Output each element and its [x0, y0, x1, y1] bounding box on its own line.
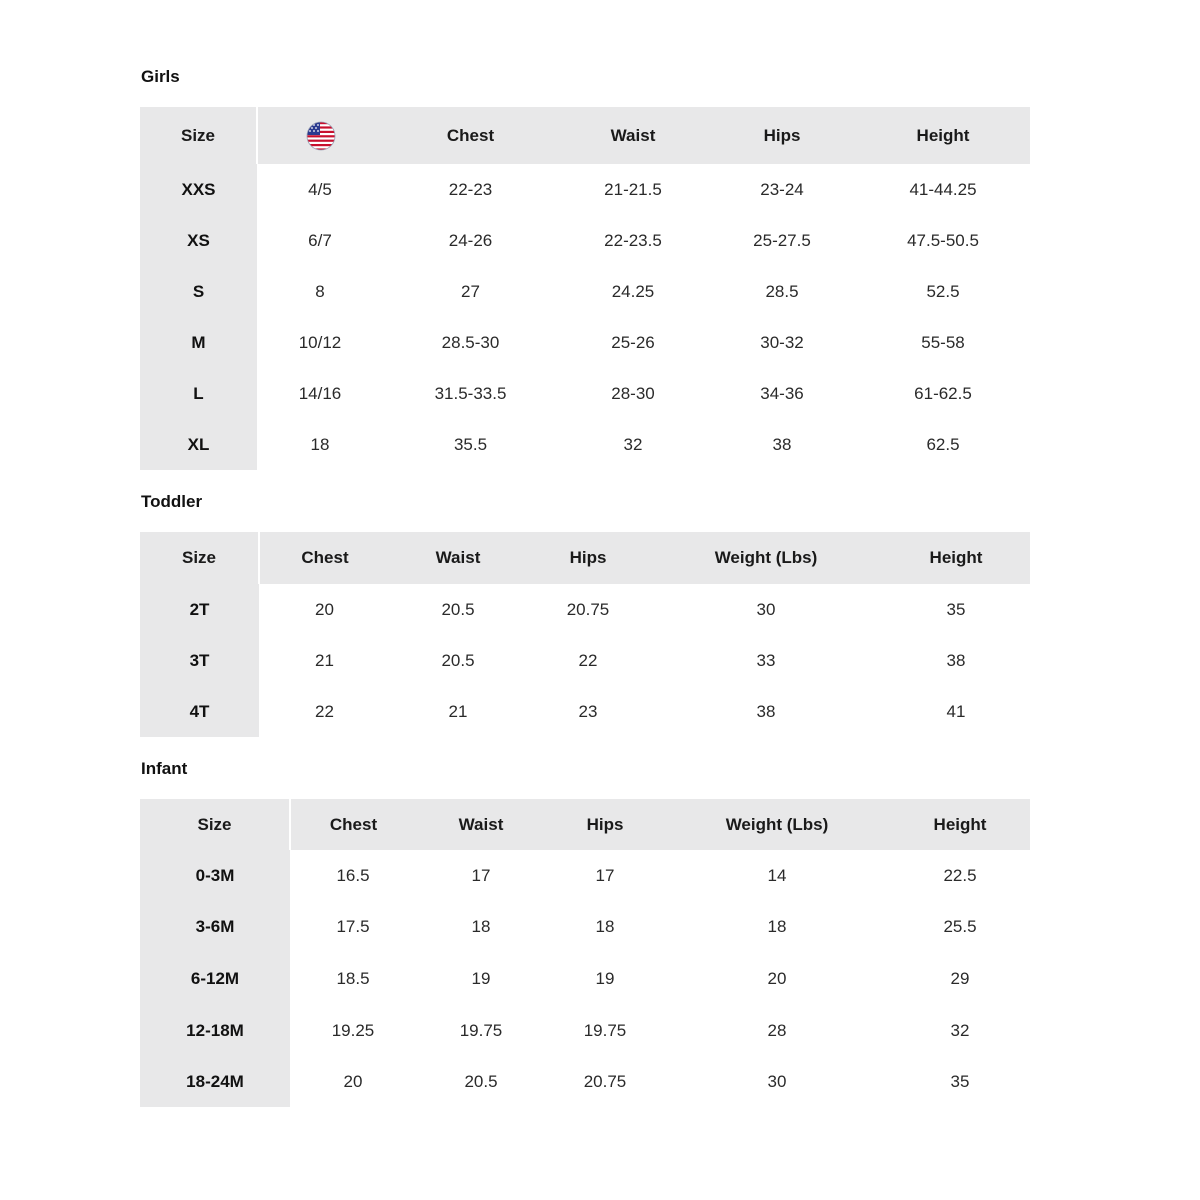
table-row [140, 953, 1030, 1005]
column-header-waist: Waist [416, 799, 546, 850]
column-header-size: Size [140, 107, 257, 164]
weight-cell: 38 [756, 701, 776, 721]
column-header-chest: Chest [259, 532, 390, 584]
chest-cell: 16.5 [336, 865, 370, 885]
waist-cell: 20.5 [441, 599, 475, 619]
size-label: 12-18M [140, 1005, 290, 1056]
us-size-cell: 6/7 [308, 230, 332, 250]
size-label: S [140, 266, 257, 317]
table-row [140, 1005, 1030, 1056]
us-flag-icon [306, 121, 336, 151]
chest-cell: 20 [315, 599, 334, 619]
column-header-waist: Waist [558, 107, 708, 164]
us-size-cell: 14/16 [298, 383, 342, 403]
waist-cell: 25-26 [611, 332, 655, 352]
height-cell: 22.5 [943, 865, 977, 885]
waist-cell: 20.5 [464, 1071, 498, 1091]
height-cell: 62.5 [926, 434, 960, 454]
waist-cell: 28-30 [611, 383, 655, 403]
height-cell: 41-44.25 [909, 179, 977, 199]
chest-cell: 22 [315, 701, 334, 721]
height-cell: 25.5 [943, 917, 977, 936]
hips-cell: 28.5 [765, 281, 799, 301]
section-title-infant: Infant [141, 759, 188, 778]
table-row [140, 215, 1030, 266]
waist-cell: 17 [471, 865, 491, 885]
size-label: 18-24M [140, 1056, 290, 1107]
height-cell: 29 [950, 969, 970, 988]
weight-cell: 33 [756, 650, 776, 670]
weight-cell: 30 [756, 599, 776, 619]
table-header-row [140, 799, 1030, 850]
weight-cell: 30 [767, 1071, 787, 1091]
chest-cell: 21 [315, 650, 334, 670]
hips-cell: 19.75 [583, 1020, 627, 1040]
chest-cell: 18.5 [336, 969, 370, 988]
weight-cell: 20 [767, 969, 787, 988]
weight-cell: 28 [767, 1020, 787, 1040]
table-header-row [140, 532, 1030, 584]
chest-cell: 19.25 [331, 1020, 375, 1040]
waist-cell: 21-21.5 [604, 179, 662, 199]
size-label: 2T [140, 584, 259, 635]
waist-cell: 32 [623, 434, 643, 454]
waist-cell: 22-23.5 [604, 230, 662, 250]
size-label: XXS [140, 164, 257, 215]
height-cell: 32 [950, 1020, 970, 1040]
size-table-toddler [140, 532, 1030, 737]
height-cell: 38 [946, 650, 966, 670]
column-header-size: Size [140, 799, 290, 850]
table-row [140, 164, 1030, 215]
chest-cell: 20 [343, 1071, 363, 1091]
column-header-chest: Chest [383, 107, 558, 164]
table-row [140, 1056, 1030, 1107]
height-cell: 61-62.5 [914, 383, 972, 403]
height-cell: 55-58 [921, 332, 965, 352]
size-label: 4T [140, 686, 259, 737]
waist-cell: 19 [471, 969, 491, 988]
table-row [140, 850, 1030, 901]
table-row [140, 901, 1030, 953]
hips-cell: 23 [578, 701, 598, 721]
table-row [140, 317, 1030, 368]
size-label: 6-12M [140, 953, 290, 1005]
hips-cell: 30-32 [760, 332, 804, 352]
weight-cell: 18 [767, 917, 787, 936]
column-header-weight: Weight (Lbs) [650, 532, 882, 584]
hips-cell: 34-36 [760, 383, 804, 403]
waist-cell: 18 [471, 917, 491, 936]
column-header-height: Height [856, 107, 1030, 164]
height-cell: 35 [950, 1071, 970, 1091]
column-header-height: Height [882, 532, 1030, 584]
hips-cell: 25-27.5 [753, 230, 811, 250]
waist-cell: 19.75 [459, 1020, 503, 1040]
height-cell: 47.5-50.5 [907, 230, 979, 250]
waist-cell: 21 [448, 701, 468, 721]
table-row [140, 686, 1030, 737]
hips-cell: 18 [595, 917, 615, 936]
hips-cell: 19 [595, 969, 615, 988]
hips-cell: 20.75 [566, 599, 610, 619]
us-size-cell: 4/5 [308, 179, 332, 199]
column-header-hips: Hips [546, 799, 664, 850]
chest-cell: 22-23 [448, 179, 493, 199]
section-title-toddler: Toddler [141, 492, 203, 511]
chest-cell: 27 [461, 281, 480, 301]
chest-cell: 28.5-30 [441, 332, 500, 352]
size-label: M [140, 317, 257, 368]
hips-cell: 20.75 [583, 1071, 627, 1091]
size-label: 0-3M [140, 850, 290, 901]
column-header-chest: Chest [290, 799, 416, 850]
section-title-girls: Girls [141, 67, 180, 86]
column-header-hips: Hips [708, 107, 856, 164]
hips-cell: 23-24 [760, 179, 804, 199]
column-header-hips: Hips [526, 532, 650, 584]
chest-cell: 17.5 [336, 917, 370, 936]
size-label: L [140, 368, 257, 419]
size-table-infant [140, 799, 1030, 1107]
hips-cell: 22 [578, 650, 598, 670]
column-header-height: Height [890, 799, 1030, 850]
waist-cell: 20.5 [441, 650, 475, 670]
us-size-cell: 10/12 [298, 332, 342, 352]
table-header-row [140, 107, 1030, 164]
height-cell: 41 [946, 701, 966, 721]
column-header-weight: Weight (Lbs) [664, 799, 890, 850]
table-row [140, 635, 1030, 686]
height-cell: 52.5 [926, 281, 960, 301]
hips-cell: 38 [772, 434, 792, 454]
size-label: 3-6M [140, 901, 290, 953]
size-label: XL [140, 419, 257, 470]
column-header-us-size [257, 107, 383, 164]
chest-cell: 24-26 [448, 230, 493, 250]
column-header-size: Size [140, 532, 259, 584]
us-size-cell: 8 [315, 281, 325, 301]
table-row [140, 266, 1030, 317]
height-cell: 35 [946, 599, 966, 619]
size-label: 3T [140, 635, 259, 686]
table-row [140, 368, 1030, 419]
weight-cell: 14 [767, 865, 787, 885]
size-label: XS [140, 215, 257, 266]
waist-cell: 24.25 [611, 281, 655, 301]
size-table-girls [140, 107, 1030, 470]
us-size-cell: 18 [310, 434, 330, 454]
table-row [140, 419, 1030, 470]
hips-cell: 17 [595, 865, 615, 885]
table-row [140, 584, 1030, 635]
chest-cell: 31.5-33.5 [434, 383, 507, 403]
column-header-waist: Waist [390, 532, 526, 584]
chest-cell: 35.5 [453, 434, 488, 454]
